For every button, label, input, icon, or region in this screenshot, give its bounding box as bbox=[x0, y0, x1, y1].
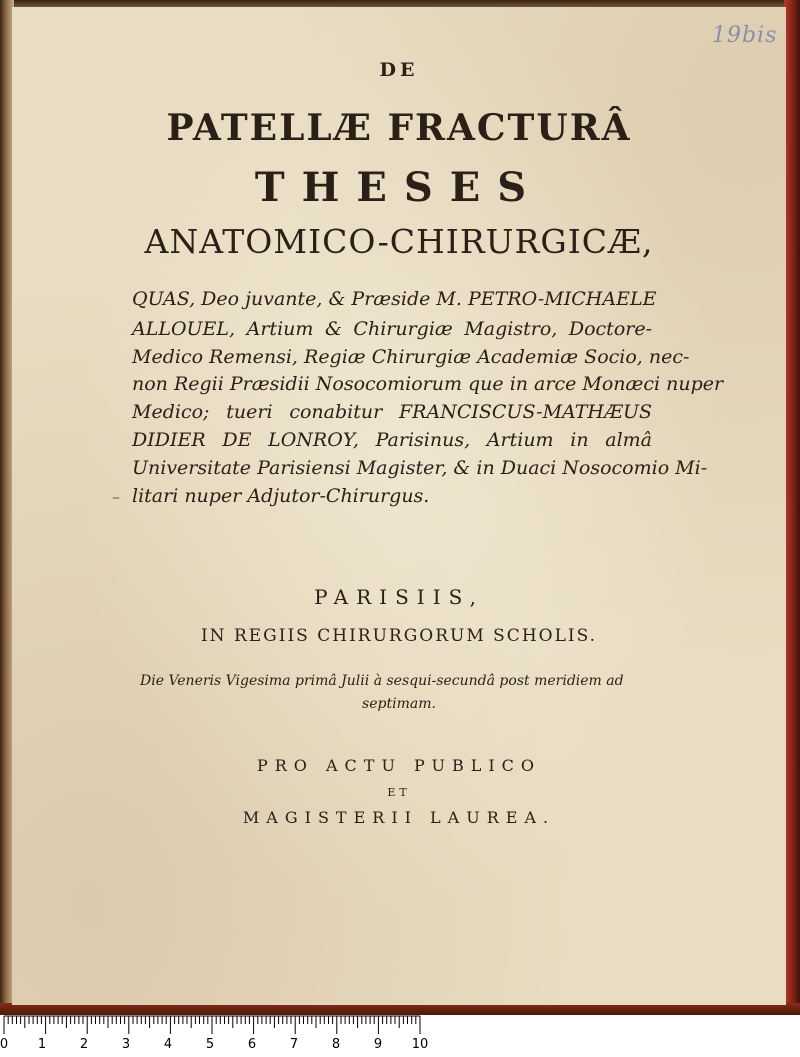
margin-dash-mark: – bbox=[112, 487, 120, 506]
ruler-label-10: 10 bbox=[411, 1037, 429, 1052]
ruler-label-9: 9 bbox=[373, 1037, 383, 1052]
date-line-2: septimam. bbox=[362, 696, 436, 712]
ruler-label-3: 3 bbox=[121, 1037, 131, 1052]
ruler-label-8: 8 bbox=[331, 1037, 341, 1052]
body-line-3: Medico Remensi, Regiæ Chirurgiæ Academiæ Socio, nec- bbox=[132, 346, 690, 368]
body-line-5: Medico; tueri conabitur FRANCISCUS-MATHÆUS bbox=[132, 401, 652, 423]
ruler-label-7: 7 bbox=[289, 1037, 299, 1052]
scale-ruler bbox=[0, 1015, 800, 1057]
ruler-label-1: 1 bbox=[37, 1037, 47, 1052]
date-line-1: Die Veneris Vigesima primâ Julii à sesqui-secundâ post meridiem ad bbox=[140, 673, 624, 689]
ruler-label-6: 6 bbox=[247, 1037, 257, 1052]
et-line: ET bbox=[387, 786, 411, 799]
title-de: DE bbox=[379, 59, 419, 81]
handwritten-shelfmark: 19bis bbox=[712, 23, 778, 48]
title-line-2: THESES bbox=[254, 164, 544, 211]
ruler-label-2: 2 bbox=[79, 1037, 89, 1052]
body-line-7: Universitate Parisiensi Magister, & in Duaci Nosocomio Mi- bbox=[132, 457, 708, 479]
ruler-label-4: 4 bbox=[163, 1037, 173, 1052]
body-line-2: ALLOUEL, Artium & Chirurgiæ Magistro, Doctore- bbox=[132, 318, 652, 340]
book-cover-right-edge bbox=[784, 0, 800, 1012]
body-line-6: DIDIER DE LONROY, Parisinus, Artium in almâ bbox=[132, 429, 652, 451]
ruler-ticks bbox=[0, 1015, 800, 1037]
body-line-4: non Regii Præsidii Nosocomiorum que in arce Monæci nuper bbox=[132, 373, 724, 395]
pro-actu-publico: PRO ACTU PUBLICO bbox=[256, 756, 542, 775]
body-line-1: QUAS, Deo juvante, & Præside M. PETRO-MICHAELE bbox=[132, 288, 657, 310]
body-line-8: litari nuper Adjutor-Chirurgus. bbox=[132, 485, 430, 507]
ruler-label-5: 5 bbox=[205, 1037, 215, 1052]
title-page bbox=[12, 7, 786, 1005]
title-line-1: PATELLÆ FRACTURÂ bbox=[166, 107, 632, 149]
imprint-place: PARISIIS, bbox=[314, 585, 484, 609]
title-line-3: ANATOMICO-CHIRURGICÆ, bbox=[144, 222, 654, 261]
ruler-label-0: 0 bbox=[0, 1037, 9, 1052]
magisterii-laurea: MAGISTERII LAUREA. bbox=[242, 808, 556, 827]
imprint-schools: IN REGIIS CHIRURGORUM SCHOLIS. bbox=[200, 626, 598, 646]
